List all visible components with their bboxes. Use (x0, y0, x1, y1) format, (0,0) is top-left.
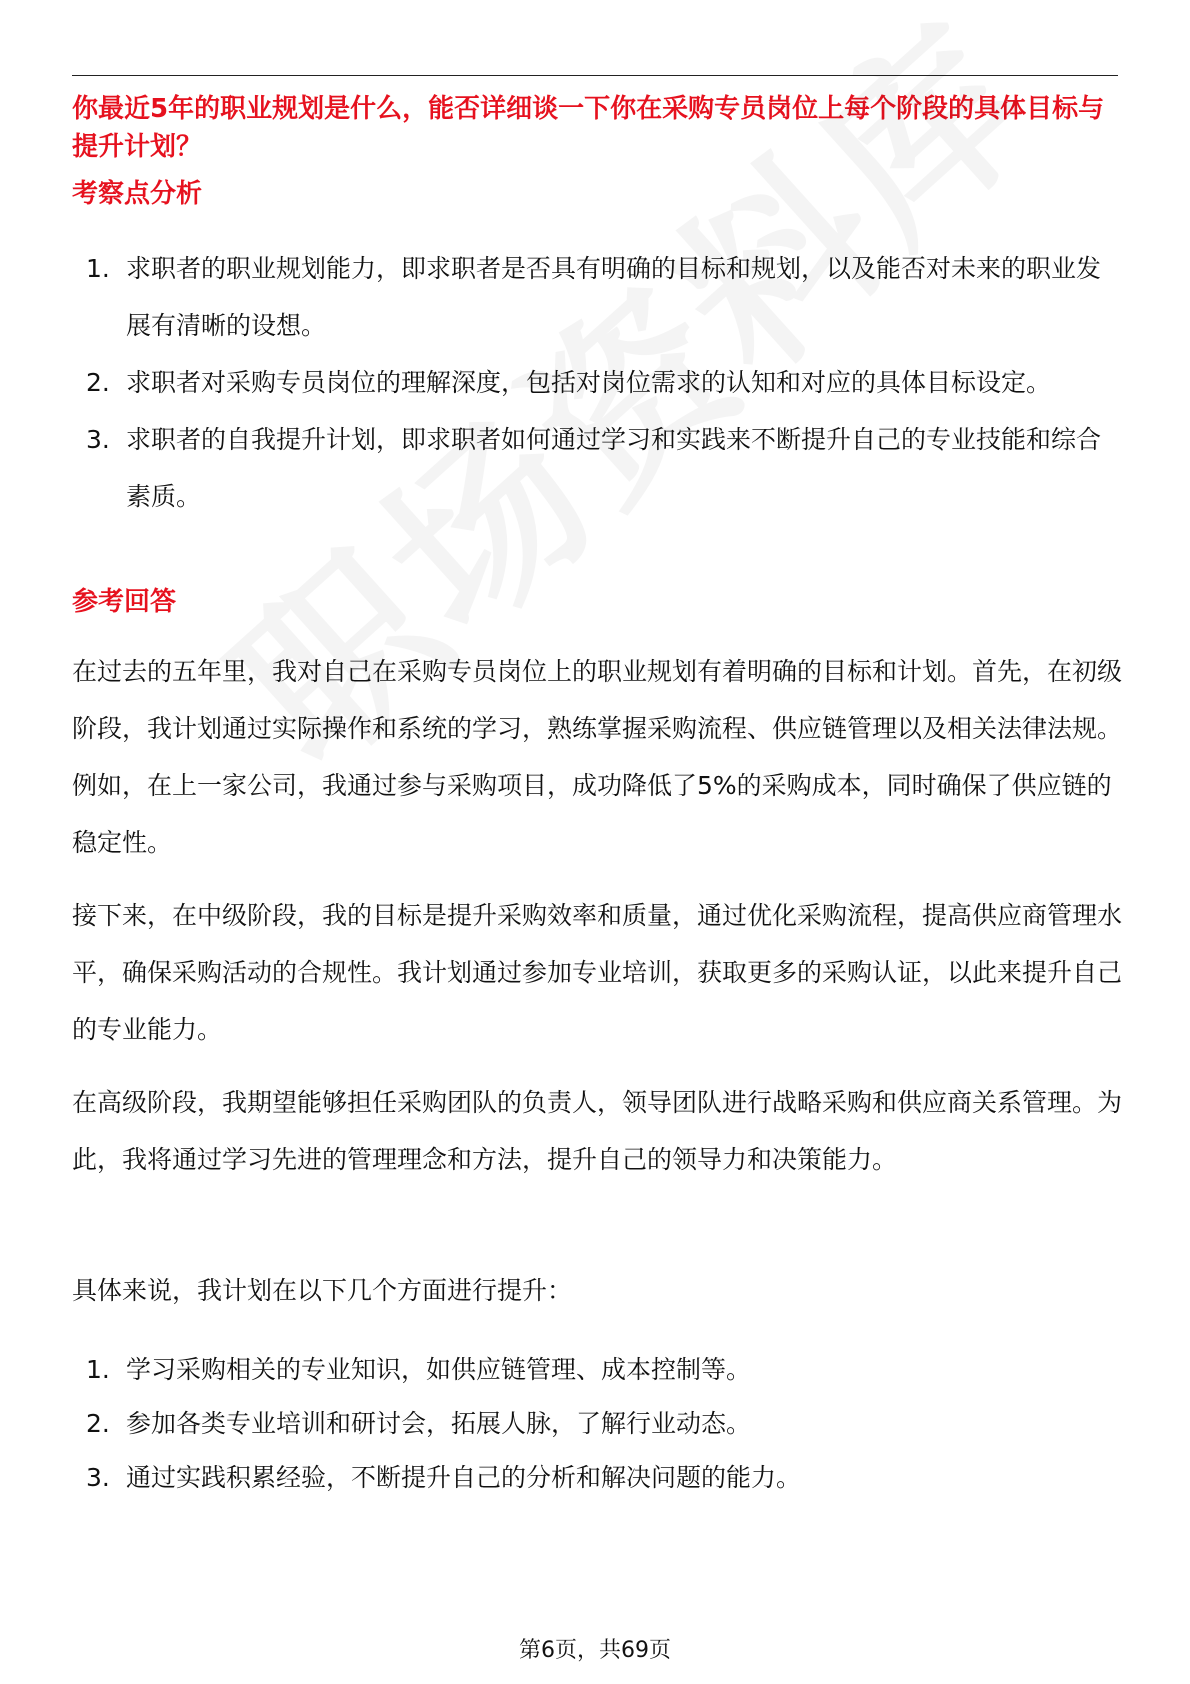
list-item (72, 1343, 1122, 1397)
list-text: 通过实践积累经验，不断提升自己的分析和解决问题的能力。 (126, 1463, 802, 1492)
list-item (72, 1451, 1122, 1505)
list-text: 参加各类专业培训和研讨会，拓展人脉，了解行业动态。 (126, 1409, 752, 1438)
list-number: 1. (86, 254, 110, 283)
analysis-heading: 考察点分析 (72, 179, 203, 209)
answer-heading: 参考回答 (72, 587, 177, 617)
list-item (72, 411, 1122, 525)
list-text: 求职者的自我提升计划，即求职者如何通过学习和实践来不断提升自己的专业技能和综合素质。 (126, 425, 1102, 511)
list-number: 3. (86, 1463, 110, 1492)
list-number: 1. (86, 1355, 110, 1384)
answer-paragraph: 在过去的五年里，我对自己在采购专员岗位上的职业规划有着明确的目标和计划。首先，在初级阶段，我计划通过实际操作和系统的学习，熟练掌握采购流程、供应链管理以及相关法律法规。例如，在上一家公司，我通过参与采购项目，成功降低了5%的采购成本，同时确保了供应链的稳定性。 (72, 657, 1123, 857)
answer-paragraph: 接下来，在中级阶段，我的目标是提升采购效率和质量，通过优化采购流程，提高供应商管理水平，确保采购活动的合规性。我计划通过参加专业培训，获取更多的采购认证，以此来提升自己的专业能力。 (72, 901, 1123, 1044)
list-number: 3. (86, 425, 110, 454)
answer-list (72, 1343, 1122, 1505)
list-item (72, 1397, 1122, 1451)
analysis-list (72, 240, 1122, 525)
page-number: 第6页，共69页 (519, 1638, 671, 1663)
answer-paragraph: 在高级阶段，我期望能够担任采购团队的负责人，领导团队进行战略采购和供应商关系管理。为此，我将通过学习先进的管理理念和方法，提升自己的领导力和决策能力。 (72, 1088, 1123, 1174)
top-divider (72, 75, 1118, 76)
list-text: 学习采购相关的专业知识，如供应链管理、成本控制等。 (126, 1355, 752, 1384)
answer-paragraph: 具体来说，我计划在以下几个方面进行提升： (72, 1276, 573, 1305)
list-item (72, 354, 1122, 411)
list-number: 2. (86, 368, 110, 397)
list-number: 2. (86, 1409, 110, 1438)
list-text: 求职者对采购专员岗位的理解深度，包括对岗位需求的认知和对应的具体目标设定。 (126, 368, 1052, 397)
list-text: 求职者的职业规划能力，即求职者是否具有明确的目标和规划，以及能否对未来的职业发展有清晰的设想。 (126, 254, 1102, 340)
question-title: 你最近5年的职业规划是什么，能否详细谈一下你在采购专员岗位上每个阶段的具体目标与提升计划？ (72, 94, 1105, 162)
list-item (72, 240, 1122, 354)
